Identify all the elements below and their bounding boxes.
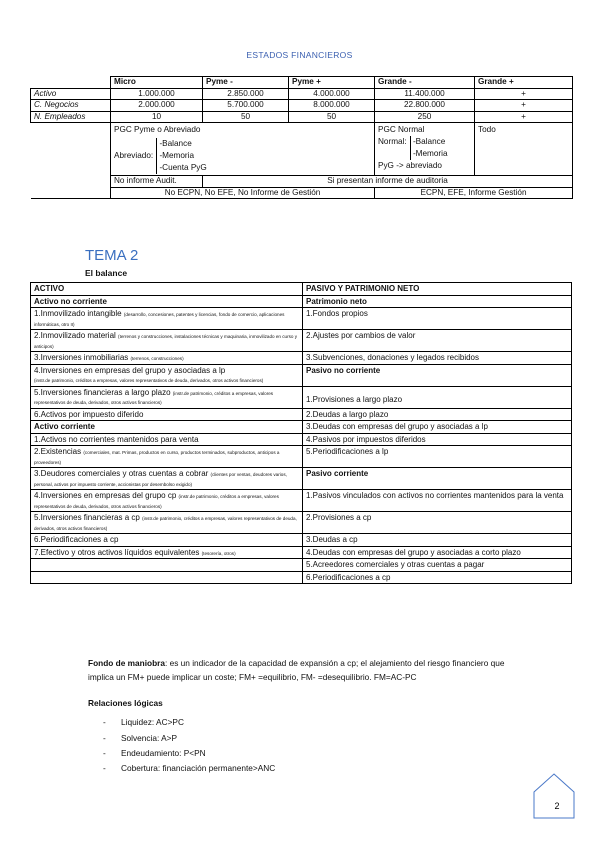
activo-cell xyxy=(31,534,303,547)
table-row xyxy=(31,330,572,352)
no-ecpn-cell: No ECPN, No EFE, No Informe de Gestión xyxy=(111,187,375,199)
table-row xyxy=(31,421,572,434)
activo-text: 7.Efectivo y otros activos líquidos equivalentes xyxy=(34,547,200,557)
activo-text: 4.Inversiones en empresas del grupo y asociadas a lp xyxy=(34,365,226,375)
header-micro: Micro xyxy=(111,77,203,89)
header-grande-minus: Grande - xyxy=(375,77,475,89)
list-item: -Balance xyxy=(412,137,446,146)
activo-cell xyxy=(31,546,303,559)
page-corner-badge xyxy=(530,772,578,822)
activo-text: 2.Existencias xyxy=(34,447,82,456)
activo-note: (instr.de patrimonio, créditos a empresas, valores representativos de deuda, derivados, otros activos financieros) xyxy=(34,494,279,509)
cell: 8.000.000 xyxy=(289,100,375,112)
activo-text: 6.Activos por impuesto diferido xyxy=(34,409,144,419)
list-item: -Cuenta PyG xyxy=(159,163,207,172)
activo-cell xyxy=(31,352,303,365)
pasivo-cell: 1.Fondos propios xyxy=(303,308,572,330)
activo-note: (instr.de patrimonio, créditos a empresas, valores representativos de deuda, derivados, otros activos financieros) xyxy=(34,390,274,405)
pasivo-cell: 1.Pasivos vinculados con activos no corrientes mantenidos para la venta xyxy=(303,490,572,512)
cell: 50 xyxy=(289,111,375,123)
activo-text: Activo no corriente xyxy=(34,296,107,306)
row-label: Activo xyxy=(31,88,111,100)
activo-text: 2.Inmovilizado material xyxy=(34,331,116,340)
bullet-dash: - xyxy=(103,763,106,773)
balance-subtitle: El balance xyxy=(85,268,128,278)
pasivo-cell: 4.Deudas con empresas del grupo y asociadas a corto plazo xyxy=(303,546,572,559)
pasivo-cell: 1.Provisiones a largo plazo xyxy=(303,386,572,408)
list-item: -Memoria xyxy=(159,151,195,160)
activo-cell xyxy=(31,433,303,446)
list-item xyxy=(103,763,275,773)
cell: 4.000.000 xyxy=(289,88,375,100)
activo-text: 4.Inversiones en empresas del grupo cp xyxy=(34,491,177,500)
cell: 250 xyxy=(375,111,475,123)
bullet-dash: - xyxy=(103,733,106,743)
pasivo-cell: Pasivo no corriente xyxy=(303,364,572,386)
table-row xyxy=(31,534,572,547)
activo-text: 5.Inversiones financieras a largo plazo xyxy=(34,387,171,397)
cell: + xyxy=(475,100,573,112)
list-item xyxy=(103,717,184,727)
activo-cell xyxy=(31,571,303,584)
relacion-text: Solvencia: A>P xyxy=(121,733,178,743)
normal-items-list xyxy=(410,136,448,160)
list-item: -Balance xyxy=(159,139,192,148)
pasivo-cell: 2.Deudas a largo plazo xyxy=(303,408,572,421)
list-item xyxy=(103,733,177,743)
pasivo-cell: 6.Periodificaciones a cp xyxy=(303,571,572,584)
pasivo-cell: 4.Pasivos por impuestos diferidos xyxy=(303,433,572,446)
cell: 10 xyxy=(111,111,203,123)
pasivo-cell: 5.Acreedores comerciales y otras cuentas a pagar xyxy=(303,559,572,572)
activo-text: 6.Periodificaciones a cp xyxy=(34,535,119,544)
table-row xyxy=(31,571,572,584)
fondo-term: Fondo de maniobra xyxy=(88,658,165,668)
table-row xyxy=(31,386,572,408)
corner-cell xyxy=(31,77,111,89)
header-pyme-minus: Pyme - xyxy=(203,77,289,89)
activo-cell xyxy=(31,364,303,386)
balance-table xyxy=(30,282,572,584)
bullet-dash: - xyxy=(103,717,106,727)
relacion-text: Cobertura: financiación permanente>ANC xyxy=(121,763,276,773)
activo-note: (instr.de patrimonio, créditos a empresas, valores representativos de deuda, derivados, otros activos financieros) xyxy=(34,378,264,383)
table-row xyxy=(31,433,572,446)
activo-text: Activo corriente xyxy=(34,422,95,431)
activo-cell xyxy=(31,446,303,468)
pasivo-cell: 3.Subvenciones, donaciones y legados recibidos xyxy=(303,352,572,365)
bullet-dash: - xyxy=(103,748,106,758)
activo-cell xyxy=(31,408,303,421)
pgc-pyme-title: PGC Pyme o Abreviado xyxy=(114,125,201,134)
activo-cell xyxy=(31,559,303,572)
pgc-pyme-cell xyxy=(111,123,375,176)
no-informe-cell: No informe Audit. xyxy=(111,176,203,188)
page-corner-shape-icon xyxy=(534,774,574,818)
si-informe-cell: Si presentan informe de auditoria xyxy=(203,176,573,188)
cell: + xyxy=(475,111,573,123)
cell: 2.000.000 xyxy=(111,100,203,112)
pyme-items-list xyxy=(156,138,206,174)
activo-note: (terrenos y construcciones, instalaciones técnicas y maquinaria, inmovilizado en curso y anticipos) xyxy=(34,334,298,349)
tema-heading: TEMA 2 xyxy=(85,247,139,264)
activo-note: (instr.de patrimonio, créditos a empresas, valores representativos de deuda, derivados, otros activos financieros) xyxy=(34,516,297,531)
table-row xyxy=(31,352,572,365)
relacion-text: Endeudamiento: P<PN xyxy=(121,748,206,758)
table-row xyxy=(31,295,572,308)
table-row xyxy=(31,512,572,534)
activo-text: 1.Inmovilizado intangible xyxy=(34,309,122,318)
pasivo-cell: 2.Ajustes por cambios de valor xyxy=(303,330,572,352)
normal-label: Normal: xyxy=(378,137,407,146)
cell: 2.850.000 xyxy=(203,88,289,100)
document-title: ESTADOS FINANCIEROS xyxy=(246,50,353,60)
activo-note: (tesorería, otros) xyxy=(201,550,236,556)
pasivo-cell: 3.Deudas con empresas del grupo y asociadas a lp xyxy=(303,421,572,434)
activo-note: (desarrollo, concesiones, patentes y licencias, fondo de comercio, aplicaciones informáticas, otro II) xyxy=(34,312,285,327)
list-item: -Memoria xyxy=(412,149,448,158)
page-number: 2 xyxy=(554,801,560,811)
cell: 50 xyxy=(203,111,289,123)
pasivo-cell: Patrimonio neto xyxy=(303,295,572,308)
cell: 22.800.000 xyxy=(375,100,475,112)
table-row xyxy=(31,408,572,421)
table-row xyxy=(31,446,572,468)
relacion-text: Liquidez: AC>PC xyxy=(121,717,184,727)
balance-body xyxy=(31,295,572,584)
activo-text: 5.Inversiones financieras a cp xyxy=(34,513,140,522)
table-row xyxy=(31,546,572,559)
list-item xyxy=(103,748,206,758)
activo-note: (clientes por ventas, deudores varios, personal, activos por impuesto corriente, accionistas por desembolso exigido) xyxy=(34,472,287,487)
activo-cell xyxy=(31,421,303,434)
activo-cell xyxy=(31,512,303,534)
activo-note: (comerciales, mat. Primas, productos en curso, productos terminados, subproductos, anticipos a proveedores) xyxy=(34,450,280,465)
fondo-maniobra-paragraph xyxy=(88,657,528,684)
activo-cell xyxy=(31,490,303,512)
row-label: C. Negocios xyxy=(31,100,111,112)
table-row xyxy=(31,490,572,512)
table-row xyxy=(31,308,572,330)
pyg-abreviado: PyG -> abreviado xyxy=(378,161,442,170)
empty-cell xyxy=(31,187,111,199)
activo-cell xyxy=(31,386,303,408)
cell: + xyxy=(475,88,573,100)
table-row xyxy=(31,111,573,123)
header-activo: ACTIVO xyxy=(31,283,303,296)
table-row xyxy=(31,88,573,100)
table-row xyxy=(31,559,572,572)
row-label: N. Empleados xyxy=(31,111,111,123)
activo-text: 3.Inversiones inmobiliarias xyxy=(34,353,129,362)
header-pyme-plus: Pyme + xyxy=(289,77,375,89)
activo-cell xyxy=(31,295,303,308)
company-size-table xyxy=(30,76,573,199)
activo-text: 3.Deudores comerciales y otras cuentas a cobrar xyxy=(34,469,209,478)
table-row xyxy=(31,364,572,386)
activo-cell xyxy=(31,330,303,352)
empty-cell xyxy=(31,176,111,188)
activo-text: 1.Activos no corrientes mantenidos para venta xyxy=(34,434,199,444)
cell: 1.000.000 xyxy=(111,88,203,100)
relaciones-title: Relaciones lógicas xyxy=(88,698,163,708)
table-row xyxy=(31,100,573,112)
pasivo-cell: 3.Deudas a cp xyxy=(303,534,572,547)
header-grande-plus: Grande + xyxy=(475,77,573,89)
pgc-normal-title: PGC Normal xyxy=(378,125,425,134)
pasivo-cell: 2.Provisiones a cp xyxy=(303,512,572,534)
pasivo-cell: 5.Periodificaciones a lp xyxy=(303,446,572,468)
abreviado-label: Abreviado: xyxy=(114,151,154,160)
fondo-text: : es un indicador de la capacidad de expansión a cp; el alejamiento del riesgo financiero que implica un FM+ puede implicar un coste; FM+ =equilibrio, FM- =desequilibrio. FM=AC-PC xyxy=(88,658,505,682)
pgc-normal-cell xyxy=(375,123,475,176)
header-pasivo: PASIVO Y PATRIMONIO NETO xyxy=(303,283,572,296)
pasivo-cell: Pasivo corriente xyxy=(303,468,572,490)
cell: 5.700.000 xyxy=(203,100,289,112)
cell: 11.400.000 xyxy=(375,88,475,100)
ecpn-cell: ECPN, EFE, Informe Gestión xyxy=(375,187,573,199)
activo-cell xyxy=(31,308,303,330)
todo-cell: Todo xyxy=(475,123,573,176)
empty-cell xyxy=(31,123,111,176)
activo-cell xyxy=(31,468,303,490)
table-row xyxy=(31,468,572,490)
activo-note: (terrenos, construcciones) xyxy=(130,356,184,361)
